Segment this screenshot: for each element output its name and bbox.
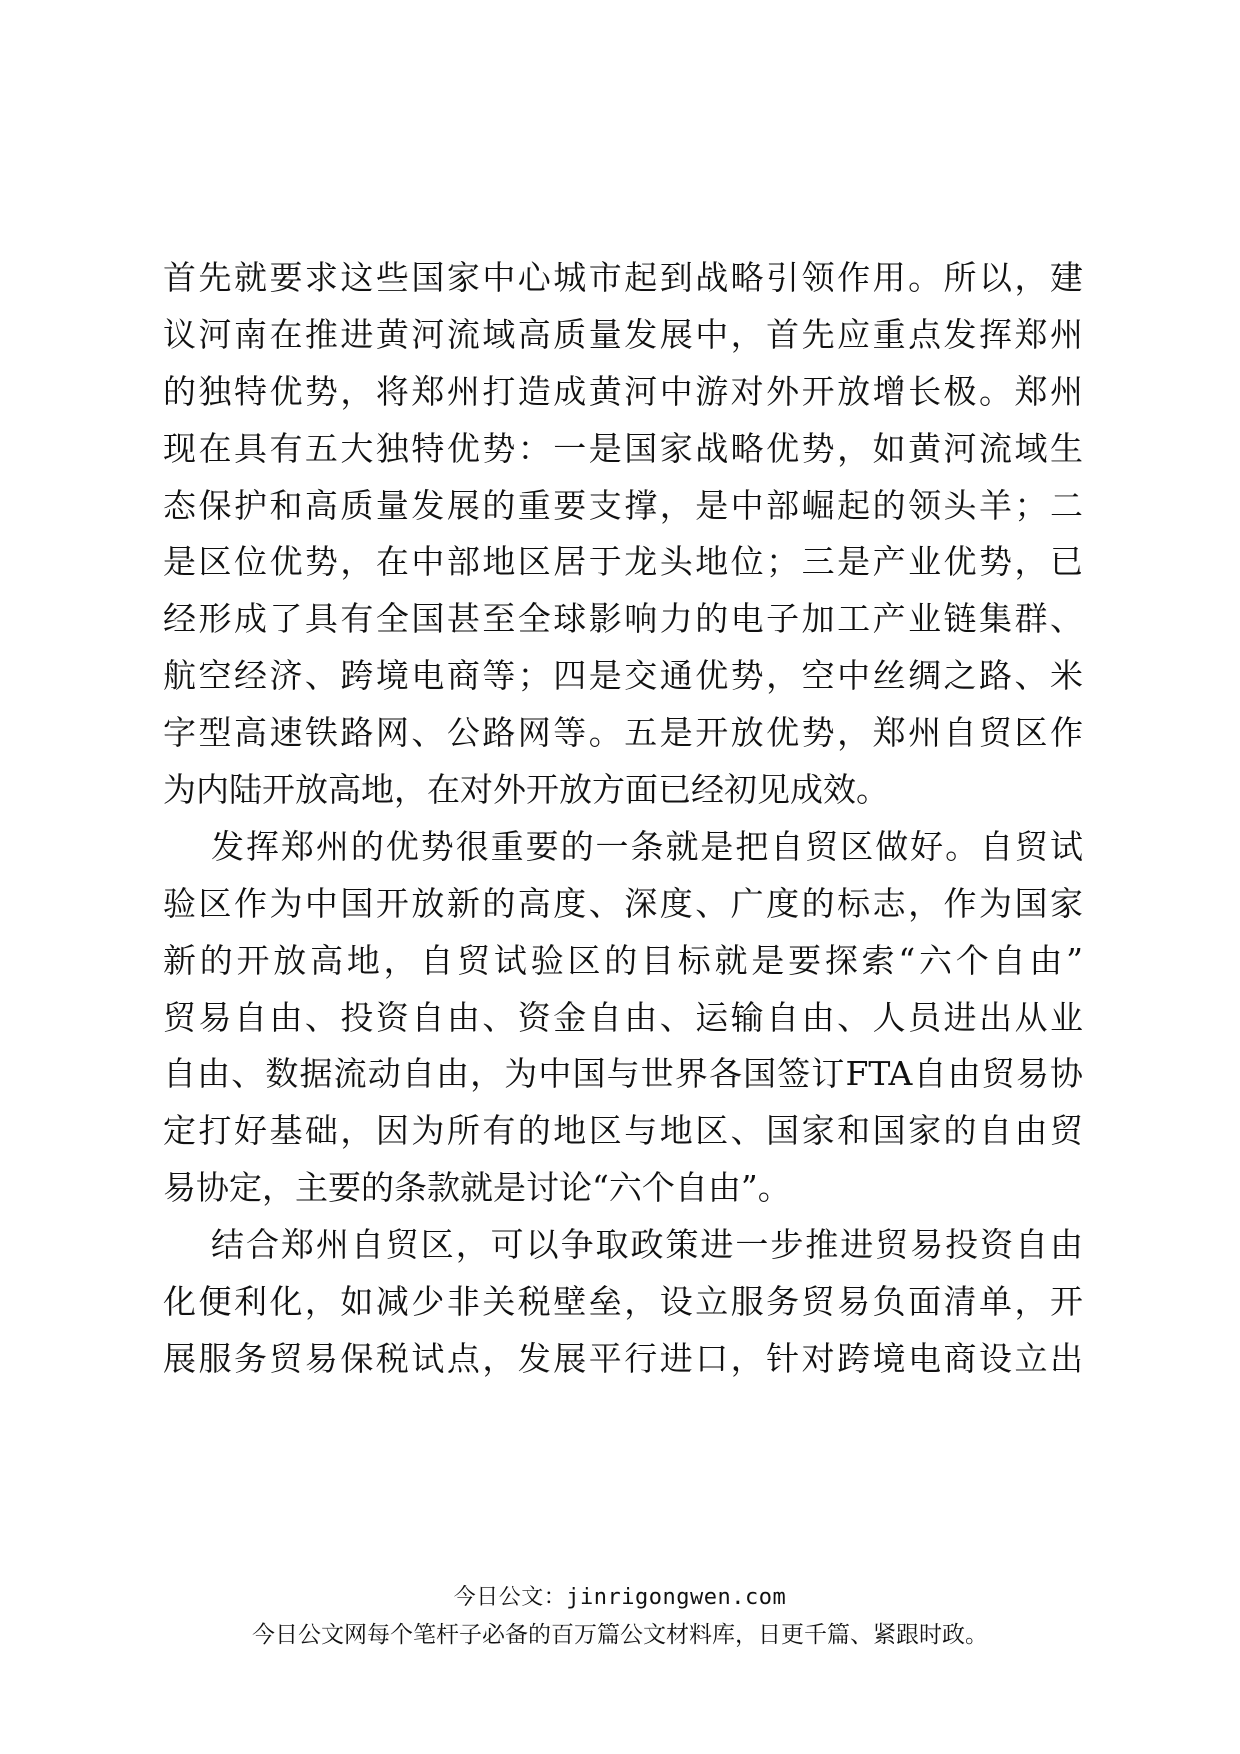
paragraph-3-line-2: 化便利化，如减少非关税壁垒，设立服务贸易负面清单，开 — [163, 1282, 1083, 1322]
paragraph-1-line-4: 现在具有五大独特优势：一是国家战略优势，如黄河流域生 — [163, 428, 1083, 468]
paragraph-3-line-1: 结合郑州自贸区，可以争取政策进一步推进贸易投资自由 — [211, 1225, 1083, 1265]
footer-site-line — [0, 1580, 1240, 1611]
paragraph-1-line-1: 首先就要求这些国家中心城市起到战略引领作用。所以，建 — [163, 258, 1083, 297]
paragraph-2-line-2: 验区作为中国开放新的高度、深度、广度的标志，作为国家 — [163, 883, 1083, 923]
paragraph-2-line-1: 发挥郑州的优势很重要的一条就是把自贸区做好。自贸试 — [211, 826, 1083, 866]
footer-site-label: 今日公文： — [453, 1585, 567, 1610]
paragraph-2-line-4: 贸易自由、投资自由、资金自由、运输自由、人员进出从业 — [163, 997, 1083, 1037]
paragraph-1-line-10: 为内陆开放高地，在对外开放方面已经初见成效。 — [163, 770, 889, 810]
paragraph-1-line-5: 态保护和高质量发展的重要支撑，是中部崛起的领头羊；二 — [163, 485, 1083, 525]
paragraph-1-line-2: 议河南在推进黄河流域高质量发展中，首先应重点发挥郑州 — [163, 314, 1083, 354]
footer-site-link[interactable]: jinrigongwen.com — [566, 1585, 787, 1610]
footer-slogan: 今日公文网每个笔杆子必备的百万篇公文材料库，日更千篇、紧跟时政。 — [252, 1622, 988, 1648]
paragraph-2-line-6: 定打好基础，因为所有的地区与地区、国家和国家的自由贸 — [163, 1111, 1083, 1151]
paragraph-1-line-8: 航空经济、跨境电商等；四是交通优势，空中丝绸之路、米 — [163, 656, 1083, 696]
paragraph-2-line-7: 易协定，主要的条款就是讨论“六个自由”。 — [163, 1168, 791, 1208]
document-body — [163, 250, 1083, 1388]
paragraph-1-line-9: 字型高速铁路网、公路网等。五是开放优势，郑州自贸区作 — [163, 713, 1083, 753]
paragraph-1-line-6: 是区位优势，在中部地区居于龙头地位；三是产业优势，已 — [163, 542, 1083, 582]
paragraph-1-line-3: 的独特优势，将郑州打造成黄河中游对外开放增长极。郑州 — [163, 371, 1083, 411]
paragraph-2-line-5: 自由、数据流动自由，为中国与世界各国签订FTA自由贸易协 — [163, 1054, 1083, 1094]
paragraph-2-line-3: 新的开放高地，自贸试验区的目标就是要探索“六个自由” — [163, 940, 1083, 980]
paragraph-3-line-3: 展服务贸易保税试点，发展平行进口，针对跨境电商设立出 — [163, 1338, 1083, 1378]
paragraph-1-line-7: 经形成了具有全国甚至全球影响力的电子加工产业链集群、 — [163, 599, 1083, 639]
